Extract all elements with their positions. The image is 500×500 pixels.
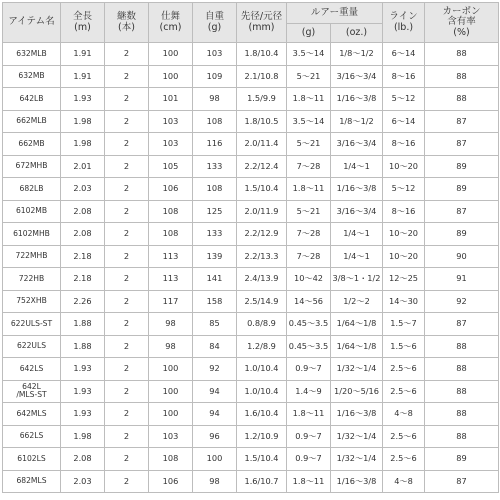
header-carbon: カーボン 含有率 (%) (425, 3, 499, 43)
cell-pieces: 2 (105, 43, 149, 66)
cell-carbon: 87 (425, 110, 499, 133)
cell-line: 6～14 (383, 110, 425, 133)
cell-carbon: 89 (425, 448, 499, 471)
cell-weight: 98 (193, 88, 237, 111)
table-body (3, 43, 499, 493)
cell-diameter: 2.2/12.4 (237, 155, 287, 178)
table-row (3, 448, 499, 471)
table-row (3, 223, 499, 246)
cell-closed-length: 101 (149, 88, 193, 111)
cell-pieces: 2 (105, 65, 149, 88)
cell-item-name: 6102MB (3, 200, 61, 223)
cell-diameter: 1.8/10.4 (237, 43, 287, 66)
cell-pieces: 2 (105, 425, 149, 448)
cell-line: 2.5～6 (383, 380, 425, 403)
cell-closed-length: 113 (149, 245, 193, 268)
cell-carbon: 88 (425, 88, 499, 111)
cell-item-name: 682LB (3, 178, 61, 201)
cell-pieces: 2 (105, 88, 149, 111)
cell-weight: 141 (193, 268, 237, 291)
cell-lure-g: 5～21 (287, 200, 331, 223)
cell-item-name: 642L /MLS-ST (3, 380, 61, 403)
cell-lure-g: 3.5～14 (287, 43, 331, 66)
cell-length: 2.08 (61, 223, 105, 246)
cell-item-name: 752XHB (3, 290, 61, 313)
cell-length: 2.03 (61, 470, 105, 493)
cell-length: 2.03 (61, 178, 105, 201)
cell-diameter: 2.0/11.9 (237, 200, 287, 223)
cell-closed-length: 106 (149, 178, 193, 201)
cell-weight: 116 (193, 133, 237, 156)
cell-closed-length: 100 (149, 380, 193, 403)
cell-pieces: 2 (105, 110, 149, 133)
cell-weight: 108 (193, 178, 237, 201)
cell-pieces: 2 (105, 290, 149, 313)
cell-closed-length: 113 (149, 268, 193, 291)
cell-carbon: 88 (425, 358, 499, 381)
cell-carbon: 88 (425, 65, 499, 88)
cell-diameter: 1.6/10.7 (237, 470, 287, 493)
cell-weight: 92 (193, 358, 237, 381)
cell-lure-g: 7～28 (287, 223, 331, 246)
cell-line: 6～14 (383, 43, 425, 66)
cell-length: 2.26 (61, 290, 105, 313)
cell-lure-g: 10～42 (287, 268, 331, 291)
cell-item-name: 662MLB (3, 110, 61, 133)
cell-line: 2.5～6 (383, 425, 425, 448)
cell-line: 1.5～7 (383, 313, 425, 336)
cell-carbon: 88 (425, 380, 499, 403)
table-row (3, 358, 499, 381)
cell-weight: 103 (193, 43, 237, 66)
header-closed-length: 仕舞 (cm) (149, 3, 193, 43)
cell-length: 1.93 (61, 403, 105, 426)
cell-length: 2.01 (61, 155, 105, 178)
cell-closed-length: 100 (149, 65, 193, 88)
table-row (3, 245, 499, 268)
cell-pieces: 2 (105, 245, 149, 268)
cell-carbon: 87 (425, 470, 499, 493)
cell-length: 1.93 (61, 358, 105, 381)
cell-line: 8～16 (383, 200, 425, 223)
cell-item-name: 682MLS (3, 470, 61, 493)
cell-diameter: 2.0/11.4 (237, 133, 287, 156)
spec-table (2, 2, 499, 493)
cell-pieces: 2 (105, 133, 149, 156)
cell-lure-oz: 1/4～1 (331, 245, 383, 268)
cell-carbon: 89 (425, 178, 499, 201)
cell-closed-length: 100 (149, 403, 193, 426)
cell-length: 1.98 (61, 110, 105, 133)
cell-item-name: 642LS (3, 358, 61, 381)
header-length: 全長 (m) (61, 3, 105, 43)
cell-diameter: 1.5/9.9 (237, 88, 287, 111)
cell-closed-length: 98 (149, 335, 193, 358)
cell-lure-oz: 1/64～1/8 (331, 335, 383, 358)
cell-item-name: 642LB (3, 88, 61, 111)
table-row (3, 380, 499, 403)
cell-carbon: 87 (425, 313, 499, 336)
cell-diameter: 2.2/12.9 (237, 223, 287, 246)
cell-carbon: 88 (425, 43, 499, 66)
table-row (3, 65, 499, 88)
cell-lure-g: 7～28 (287, 155, 331, 178)
table-row (3, 133, 499, 156)
cell-closed-length: 106 (149, 470, 193, 493)
cell-weight: 108 (193, 110, 237, 133)
table-row (3, 88, 499, 111)
cell-closed-length: 103 (149, 110, 193, 133)
cell-closed-length: 103 (149, 133, 193, 156)
cell-carbon: 87 (425, 133, 499, 156)
cell-weight: 94 (193, 403, 237, 426)
cell-lure-g: 0.9～7 (287, 358, 331, 381)
table-row (3, 200, 499, 223)
cell-length: 1.98 (61, 133, 105, 156)
cell-lure-g: 7～28 (287, 245, 331, 268)
cell-lure-g: 1.4～9 (287, 380, 331, 403)
cell-closed-length: 100 (149, 358, 193, 381)
cell-line: 1.5～6 (383, 335, 425, 358)
cell-lure-oz: 1/4～1 (331, 223, 383, 246)
cell-line: 8～16 (383, 65, 425, 88)
cell-pieces: 2 (105, 335, 149, 358)
cell-pieces: 2 (105, 268, 149, 291)
cell-closed-length: 108 (149, 223, 193, 246)
cell-line: 8～16 (383, 133, 425, 156)
table-row (3, 470, 499, 493)
cell-length: 1.93 (61, 88, 105, 111)
cell-item-name: 6102LS (3, 448, 61, 471)
cell-carbon: 91 (425, 268, 499, 291)
cell-lure-g: 0.45～3.5 (287, 313, 331, 336)
cell-lure-oz: 1/64～1/8 (331, 313, 383, 336)
cell-line: 4～8 (383, 470, 425, 493)
cell-length: 1.88 (61, 335, 105, 358)
cell-lure-oz: 1/16～3/8 (331, 178, 383, 201)
cell-weight: 85 (193, 313, 237, 336)
cell-lure-g: 5～21 (287, 133, 331, 156)
cell-closed-length: 98 (149, 313, 193, 336)
cell-lure-oz: 1/4～1 (331, 155, 383, 178)
cell-weight: 94 (193, 380, 237, 403)
cell-weight: 125 (193, 200, 237, 223)
cell-closed-length: 117 (149, 290, 193, 313)
cell-item-name: 642MLS (3, 403, 61, 426)
cell-lure-oz: 1/32～1/4 (331, 425, 383, 448)
header-lure-g: (g) (287, 24, 331, 43)
table-row (3, 155, 499, 178)
cell-pieces: 2 (105, 358, 149, 381)
cell-length: 2.08 (61, 448, 105, 471)
cell-carbon: 87 (425, 200, 499, 223)
cell-diameter: 1.0/10.4 (237, 358, 287, 381)
header-weight: 自重 (g) (193, 3, 237, 43)
cell-lure-oz: 1/8～1/2 (331, 110, 383, 133)
cell-carbon: 88 (425, 425, 499, 448)
table-header (3, 3, 499, 43)
cell-lure-g: 1.8～11 (287, 403, 331, 426)
cell-lure-oz: 1/20～5/16 (331, 380, 383, 403)
table-row (3, 403, 499, 426)
table-row (3, 268, 499, 291)
cell-item-name: 632MLB (3, 43, 61, 66)
cell-item-name: 722MHB (3, 245, 61, 268)
cell-length: 1.88 (61, 313, 105, 336)
cell-line: 2.5～6 (383, 358, 425, 381)
cell-diameter: 1.8/10.5 (237, 110, 287, 133)
cell-length: 1.91 (61, 43, 105, 66)
cell-lure-oz: 3/16～3/4 (331, 133, 383, 156)
header-diameter: 先径/元径 (mm) (237, 3, 287, 43)
cell-diameter: 1.6/10.4 (237, 403, 287, 426)
cell-pieces: 2 (105, 380, 149, 403)
cell-diameter: 1.2/10.9 (237, 425, 287, 448)
cell-carbon: 92 (425, 290, 499, 313)
cell-diameter: 1.5/10.4 (237, 448, 287, 471)
header-pieces: 継数 (本) (105, 3, 149, 43)
cell-diameter: 0.8/8.9 (237, 313, 287, 336)
cell-diameter: 1.5/10.4 (237, 178, 287, 201)
cell-weight: 133 (193, 155, 237, 178)
cell-pieces: 2 (105, 313, 149, 336)
cell-carbon: 90 (425, 245, 499, 268)
cell-lure-g: 5～21 (287, 65, 331, 88)
cell-lure-g: 14～56 (287, 290, 331, 313)
cell-lure-oz: 1/2～2 (331, 290, 383, 313)
cell-lure-oz: 1/16～3/8 (331, 88, 383, 111)
cell-pieces: 2 (105, 200, 149, 223)
cell-lure-oz: 3/16～3/4 (331, 200, 383, 223)
cell-weight: 100 (193, 448, 237, 471)
cell-lure-g: 1.8～11 (287, 88, 331, 111)
cell-closed-length: 100 (149, 43, 193, 66)
cell-lure-g: 0.9～7 (287, 448, 331, 471)
header-item: アイテム名 (3, 3, 61, 43)
cell-lure-g: 1.8～11 (287, 470, 331, 493)
cell-closed-length: 108 (149, 448, 193, 471)
cell-diameter: 2.1/10.8 (237, 65, 287, 88)
cell-pieces: 2 (105, 470, 149, 493)
cell-diameter: 1.0/10.4 (237, 380, 287, 403)
cell-pieces: 2 (105, 448, 149, 471)
cell-pieces: 2 (105, 223, 149, 246)
cell-diameter: 2.5/14.9 (237, 290, 287, 313)
header-lure-weight: ルアー重量 (287, 3, 383, 24)
cell-item-name: 622ULS (3, 335, 61, 358)
cell-item-name: 632MB (3, 65, 61, 88)
cell-line: 10～20 (383, 245, 425, 268)
cell-weight: 109 (193, 65, 237, 88)
header-line: ライン (lb.) (383, 3, 425, 43)
cell-length: 1.98 (61, 425, 105, 448)
cell-lure-g: 3.5～14 (287, 110, 331, 133)
cell-closed-length: 108 (149, 200, 193, 223)
cell-weight: 139 (193, 245, 237, 268)
cell-line: 14～30 (383, 290, 425, 313)
cell-weight: 158 (193, 290, 237, 313)
cell-carbon: 88 (425, 335, 499, 358)
cell-weight: 96 (193, 425, 237, 448)
cell-lure-oz: 3/16～3/4 (331, 65, 383, 88)
cell-diameter: 1.2/8.9 (237, 335, 287, 358)
cell-length: 2.08 (61, 200, 105, 223)
cell-lure-oz: 3/8～1・1/2 (331, 268, 383, 291)
cell-item-name: 662LS (3, 425, 61, 448)
cell-weight: 84 (193, 335, 237, 358)
cell-length: 2.18 (61, 245, 105, 268)
cell-length: 1.91 (61, 65, 105, 88)
table-row (3, 110, 499, 133)
cell-carbon: 89 (425, 223, 499, 246)
cell-weight: 98 (193, 470, 237, 493)
cell-item-name: 672MHB (3, 155, 61, 178)
cell-diameter: 2.4/13.9 (237, 268, 287, 291)
cell-item-name: 622ULS-ST (3, 313, 61, 336)
cell-line: 10～20 (383, 223, 425, 246)
cell-lure-oz: 1/32～1/4 (331, 358, 383, 381)
cell-length: 1.93 (61, 380, 105, 403)
cell-line: 5～12 (383, 178, 425, 201)
cell-item-name: 662MB (3, 133, 61, 156)
header-lure-oz: (oz.) (331, 24, 383, 43)
cell-item-name: 6102MHB (3, 223, 61, 246)
cell-item-name: 722HB (3, 268, 61, 291)
cell-pieces: 2 (105, 178, 149, 201)
table-row (3, 290, 499, 313)
cell-lure-g: 0.9～7 (287, 425, 331, 448)
cell-lure-g: 1.8～11 (287, 178, 331, 201)
cell-line: 2.5～6 (383, 448, 425, 471)
cell-length: 2.18 (61, 268, 105, 291)
cell-pieces: 2 (105, 155, 149, 178)
table-row (3, 178, 499, 201)
cell-weight: 133 (193, 223, 237, 246)
cell-closed-length: 103 (149, 425, 193, 448)
cell-carbon: 88 (425, 403, 499, 426)
cell-lure-g: 0.45～3.5 (287, 335, 331, 358)
cell-line: 5～12 (383, 88, 425, 111)
table-row (3, 425, 499, 448)
table-row (3, 335, 499, 358)
cell-lure-oz: 1/16～3/8 (331, 403, 383, 426)
cell-line: 12～25 (383, 268, 425, 291)
table-row (3, 313, 499, 336)
cell-lure-oz: 1/16～3/8 (331, 470, 383, 493)
cell-lure-oz: 1/32～1/4 (331, 448, 383, 471)
cell-line: 10～20 (383, 155, 425, 178)
cell-lure-oz: 1/8～1/2 (331, 43, 383, 66)
cell-diameter: 2.2/13.3 (237, 245, 287, 268)
cell-carbon: 89 (425, 155, 499, 178)
cell-pieces: 2 (105, 403, 149, 426)
cell-line: 4～8 (383, 403, 425, 426)
cell-closed-length: 105 (149, 155, 193, 178)
table-row (3, 43, 499, 66)
